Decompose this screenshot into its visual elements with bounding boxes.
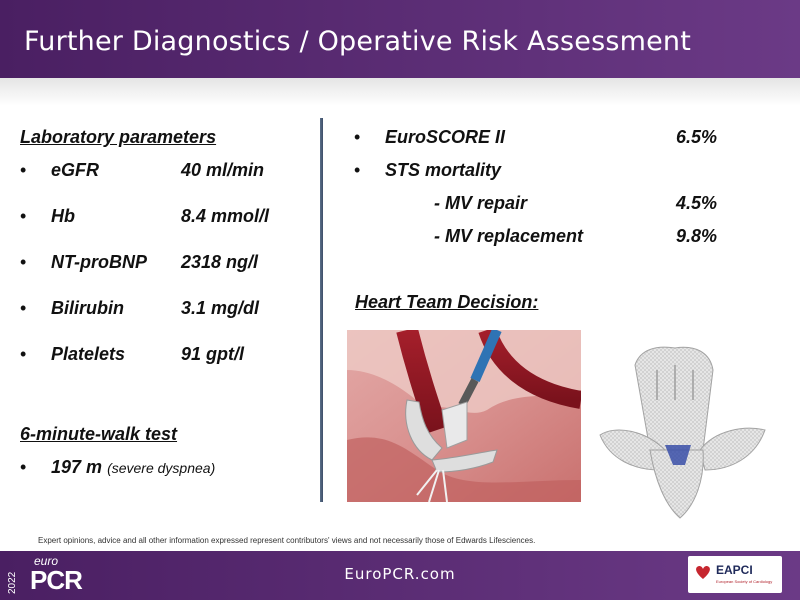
risk-name: - MV replacement: [434, 226, 584, 246]
lab-name: Bilirubin: [51, 298, 124, 318]
bullet: •: [20, 160, 27, 180]
eapci-sub: European Society of Cardiology: [716, 579, 773, 584]
risk-row: [434, 226, 734, 250]
slide-title: Further Diagnostics / Operative Risk Assessment: [24, 26, 692, 57]
bullet: •: [354, 160, 361, 180]
lab-row: [51, 252, 311, 276]
eapci-label: EAPCI: [716, 563, 753, 577]
risk-name: - MV repair: [434, 193, 528, 213]
lab-name: Platelets: [51, 344, 126, 364]
lab-row: [51, 160, 311, 184]
lab-name: NT-proBNP: [51, 252, 147, 272]
lab-name: Hb: [51, 206, 75, 226]
risk-row: [385, 160, 725, 184]
header-shadow: [0, 78, 800, 106]
lab-value: 40 ml/min: [181, 160, 265, 180]
walk-heading: 6-minute-walk test: [20, 424, 178, 444]
bullet: •: [20, 298, 27, 318]
risk-name: STS mortality: [385, 160, 502, 180]
risk-value: 9.8%: [676, 226, 718, 246]
lab-heading: Laboratory parameters: [20, 127, 217, 147]
device-image: [595, 340, 770, 520]
walk-note: (severe dyspnea): [107, 460, 216, 476]
decision-heading: Heart Team Decision:: [355, 292, 539, 312]
procedure-illustration: [347, 330, 581, 502]
bullet: •: [20, 206, 27, 226]
lab-row: [51, 298, 311, 322]
heart-icon: [694, 563, 712, 581]
lab-value: 8.4 mmol/l: [181, 206, 270, 226]
bullet: •: [20, 252, 27, 272]
europcr-logo: PCR: [30, 565, 82, 595]
disclaimer: Expert opinions, advice and all other information expressed represent contributors' views and not necessarily those of Edwards Lifesciences.: [38, 536, 536, 545]
logo-euro: euro: [34, 554, 59, 568]
logo-year-text: 2022: [7, 571, 18, 594]
lab-row: [51, 344, 311, 368]
walk-value: 197 m: [51, 457, 103, 477]
lab-name: eGFR: [51, 160, 100, 180]
device-image-svg: [595, 340, 770, 520]
bullet: •: [20, 344, 27, 364]
risk-row: [385, 127, 725, 151]
lab-row: [51, 206, 311, 230]
lab-value: 2318 ng/l: [181, 252, 259, 272]
risk-value: 6.5%: [676, 127, 718, 147]
procedure-illustration-svg: [347, 330, 581, 502]
lab-value: 91 gpt/l: [181, 344, 245, 364]
column-divider: [320, 118, 323, 502]
bullet: •: [20, 457, 27, 477]
risk-value: 4.5%: [676, 193, 718, 213]
risk-name: EuroSCORE II: [385, 127, 506, 147]
risk-row: [434, 193, 734, 217]
footer-url: EuroPCR.com: [344, 565, 456, 583]
bullet: •: [354, 127, 361, 147]
lab-value: 3.1 mg/dl: [181, 298, 260, 318]
walk-row: [51, 457, 311, 481]
